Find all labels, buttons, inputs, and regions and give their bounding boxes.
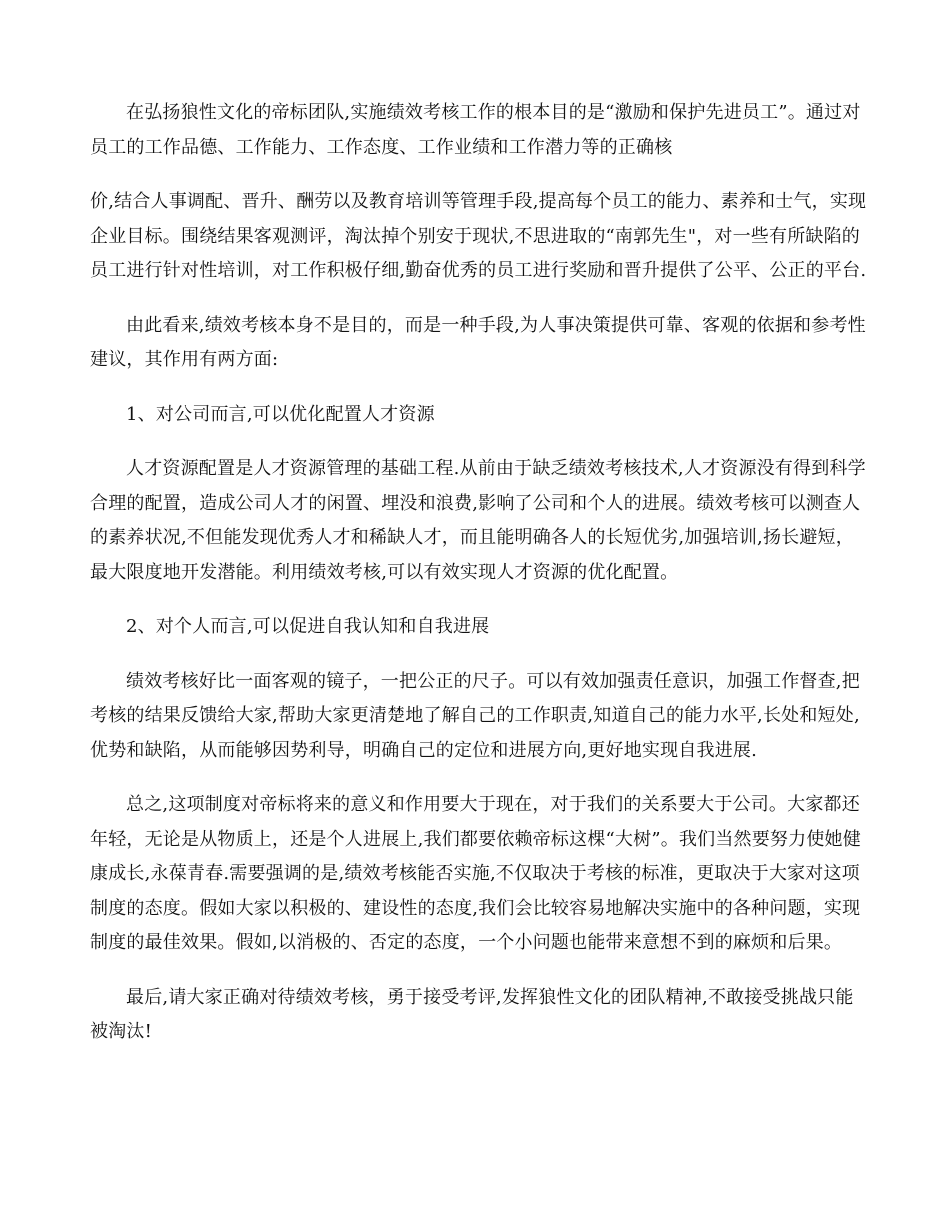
document-body xyxy=(90,96,870,1050)
paragraph-closing: 最后,请大家正确对待绩效考核，勇于接受考评,发挥狼性文化的团队精神,不敢接受挑战只能被淘汰! xyxy=(90,986,854,1042)
paragraph-summary: 总之,这项制度对帝标将来的意义和作用要大于现在，对于我们的关系要大于公司。大家都还年轻，无论是从物质上，还是个人进展上,我们都要依赖帝标这棵“大树”。我们当然要努力使她健康成长,永葆青春.需要强调的是,绩效考核能否实施,不仅取决于考核的标准，更取决于大家对这项制度的态度。假如大家以积极的、建设性的态度,我们会比较容易地解决实施中的各种问题，实现制度的最佳效果。假如,以消极的、否定的态度，一个小问题也能带来意想不到的麻烦和后果。 xyxy=(90,794,861,953)
paragraph-talent: 人才资源配置是人才资源管理的基础工程.从前由于缺乏绩效考核技术,人才资源没有得到科学合理的配置，造成公司人才的闲置、埋没和浪费,影响了公司和个人的进展。绩效考核可以测查人的素养状况,不但能发现优秀人才和稀缺人才，而且能明确各人的长短优劣,加强培训,扬长避短，最大限度地开发潜能。利用绩效考核,可以有效实现人才资源的优化配置。 xyxy=(90,458,866,583)
heading-individual: 2、对个人而言,可以促进自我认知和自我进展 xyxy=(126,616,490,637)
paragraph-mirror: 绩效考核好比一面客观的镜子，一把公正的尺子。可以有效加强责任意识，加强工作督查,把考核的结果反馈给大家,帮助大家更清楚地了解自己的工作职责,知道自己的能力水平,长处和短处,优势和缺陷，从而能够因势利导，明确自己的定位和进展方向,更好地实现自我进展. xyxy=(90,670,860,761)
paragraph-intro: 在弘扬狼性文化的帝标团队,实施绩效考核工作的根本目的是“激励和保护先进员工”。通过对员工的工作品德、工作能力、工作态度、工作业绩和工作潜力等的正确核 xyxy=(90,102,861,158)
paragraph-means: 由此看来,绩效考核本身不是目的，而是一种手段,为人事决策提供可靠、客观的依据和参考性建议，其作用有两方面: xyxy=(90,314,866,370)
paragraph-purpose: 价,结合人事调配、晋升、酬劳以及教育培训等管理手段,提高每个员工的能力、素养和士气，实现企业目标。围绕结果客观测评，淘汰掉个别安于现状,不思进取的“南郭先生"，对一些有所缺陷的员工进行针对性培训，对工作积极仔细,勤奋优秀的员工进行奖励和晋升提供了公平、公正的平台. xyxy=(90,191,867,281)
heading-company: 1、对公司而言,可以优化配置人才资源 xyxy=(126,403,435,425)
